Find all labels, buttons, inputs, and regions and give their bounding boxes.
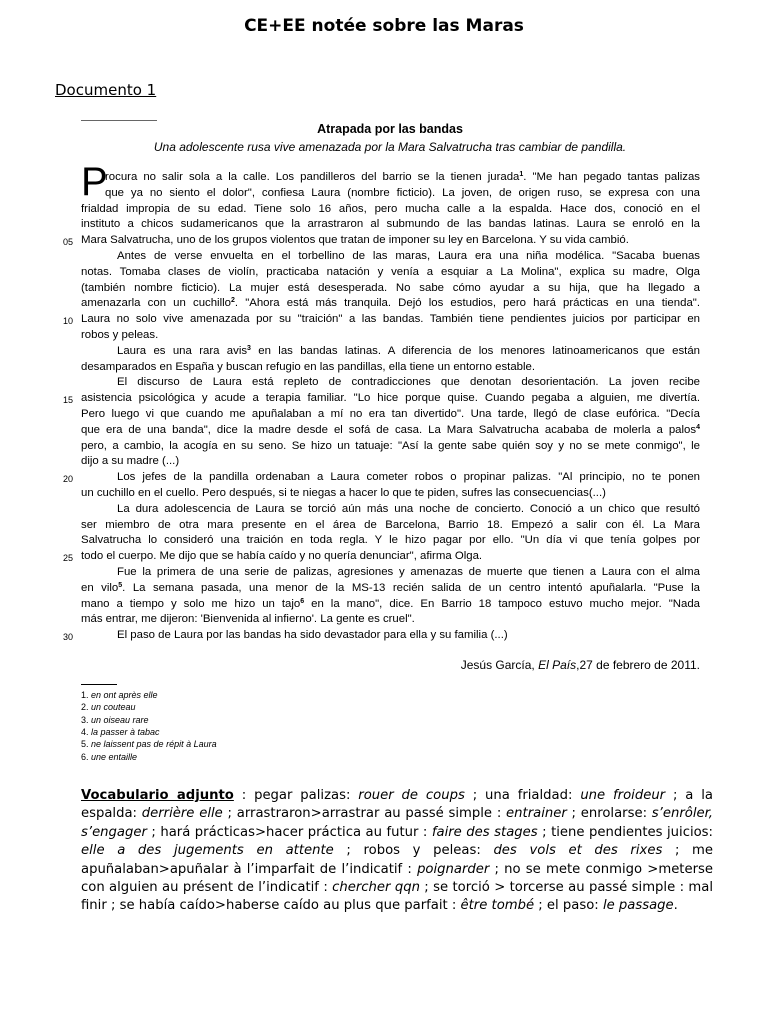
article-line <box>81 202 700 217</box>
article-line <box>105 186 700 201</box>
article-line <box>81 423 700 438</box>
vocabulary-translation: s’enrôler, s’engager <box>81 806 714 840</box>
vocabulary-text: ; arrastraron>arrastrar au passé simple : <box>222 806 507 822</box>
article-line <box>81 217 700 232</box>
vocabulary-text: ; no se mete conmigo >meterse con alguien au présent de l’indicatif : <box>81 861 713 896</box>
article-line <box>81 312 700 327</box>
article-line <box>117 249 700 264</box>
vocabulary-text: ; el paso: <box>534 898 603 914</box>
signature-date: ,27 de febrero de 2011. <box>576 658 700 672</box>
article-subtitle: Una adolescente rusa vive amenazada por la Mara Salvatrucha tras cambiar de pandilla. <box>153 140 627 154</box>
footnote-marker: 2 <box>230 297 235 305</box>
vocabulary-translation: derrière elle <box>141 806 223 822</box>
footnote-item: 1. en ont après elle <box>81 690 158 700</box>
article-line-text: dijo a su madre (...) <box>81 455 180 468</box>
article-line-text: pero, a cambio, la acogía en su seno. Se hizo un tatuaje: "Así la gente sabe quién soy y no se mete conmigo", le <box>81 439 700 452</box>
line-number: 20 <box>63 474 74 485</box>
article-line-text: mano a tiempo y solo me hizo un tajo <box>81 597 301 610</box>
article-line-text: un cuchillo en el cuello. Pero después, si te niegas a hacer lo que te piden, sufres las consecuencias(...) <box>81 487 606 499</box>
footnote-item: 6. une entaille <box>81 751 138 762</box>
article-line <box>81 454 700 469</box>
line-number: 25 <box>63 553 74 564</box>
signature-newspaper: El País <box>538 658 577 672</box>
article-line <box>117 565 700 580</box>
vocabulary-text: : pegar palizas: <box>233 788 359 803</box>
footnote-marker: 5 <box>118 581 123 589</box>
article-line <box>81 296 700 311</box>
article-line <box>81 328 700 343</box>
article-line-text: Los jefes de la pandilla ordenaban a Laura cometer robos o propinar palizas. "Al principio, no te ponen <box>117 471 700 484</box>
vocabulary-translation: des vols et des rixes <box>493 843 663 859</box>
article-line <box>81 407 700 422</box>
article-line-tail: en las bandas latinas. A diferencia de los menores latinoamericanos que están <box>250 344 700 357</box>
article-line <box>105 170 700 185</box>
footnote-item: 4. la passer à tabac <box>81 726 160 737</box>
vocabulary-translation: faire des stages <box>431 824 538 840</box>
vocabulary-translation: rouer de coups <box>358 788 465 803</box>
article-line <box>81 597 700 612</box>
article-line-text: más entrar, me dijeron: 'Bienvenida al infierno'. La gente es cruel". <box>81 613 415 626</box>
article-line <box>81 518 700 533</box>
line-number: 05 <box>63 237 74 248</box>
article-line-text: en vilo <box>81 581 119 594</box>
article-line <box>81 486 700 501</box>
vocabulary-translation: elle a des jugements en attente <box>81 843 334 859</box>
article-line <box>81 533 700 548</box>
vocabulary-text: . <box>673 898 678 914</box>
article-line <box>81 439 700 454</box>
article-line-text: El discurso de Laura está repleto de contradicciones que denotan desorientación. La joven recibe <box>117 376 700 389</box>
footnote-item: 5. ne laissent pas de répit à Laura <box>81 739 217 750</box>
line-number: 30 <box>63 632 74 643</box>
vocabulary-translation: une froideur <box>580 788 666 803</box>
article-line <box>117 502 700 517</box>
vocabulary-section <box>81 787 713 916</box>
vocabulary-text: ; robos y peleas: <box>333 843 494 859</box>
vocabulary-text: ; tiene pendientes juicios: <box>537 824 713 840</box>
vocabulary-text: ; enrolarse: <box>566 806 652 822</box>
article-line-text: El paso de Laura por las bandas ha sido devastador para ella y su familia (...) <box>117 629 508 642</box>
article-line-tail: . "Me han pegado tantas palizas <box>523 171 700 183</box>
article-line-text: que era de una banda", dice la madre desde el sofá de casa. La Mara Salvatrucha acababa de molerla a palos <box>81 423 697 436</box>
line-number: 15 <box>63 395 74 406</box>
article-line-text: instituto a chicos sudamericanos que la arrastraron al submundo de las bandas latinas. Laura se enroló en la <box>81 218 700 231</box>
article-signature <box>0 658 700 672</box>
line-number: 10 <box>63 316 74 327</box>
article-line-text: desamparados en España y buscan refugio en las pandillas, ella tiene un entorno estable. <box>81 360 536 373</box>
footnote-marker: 1 <box>519 171 524 178</box>
article-line-text: Salvatrucha lo consideró una traición en toda regla. Y le hizo pagar por ello. "Un día vi que tenía golpes por <box>81 534 700 547</box>
article-line-text: todo el cuerpo. Me dijo que se había caído y no quería denunciar", afirma Olga. <box>81 550 483 563</box>
article-line <box>81 233 700 248</box>
article-line-text: robos y peleas. <box>81 329 159 341</box>
article-line <box>81 612 700 627</box>
article-line-text: Laura es una rara avis <box>117 344 248 357</box>
document-label: Documento 1 <box>55 81 157 99</box>
footnote-item: 2. un couteau <box>81 702 136 713</box>
article-line <box>117 344 700 359</box>
article-line-text: Pero luego vi que cuando me apuñalaban a mí no era tan divertido". Una tarde, llegó de clase eufórica. "Decía <box>81 408 700 420</box>
footnote-marker: 3 <box>247 344 251 352</box>
vocabulary-translation: entrainer <box>506 806 567 822</box>
article-line-text: asistencia psicológica y acude a terapia familiar. "Lo hice porque quise. Cuando pegaba a alguien, me divertía. <box>81 392 700 405</box>
vocabulary-text: ; se torció > torcerse au passé simple : mal finir ; se había caído>haberse caído au plus que parfait : <box>81 880 713 914</box>
vocabulary-text: ; una frialdad: <box>464 788 581 803</box>
article-line-text: La dura adolescencia de Laura se torció aún más una noche de concierto. Conoció a un chico que resultó <box>117 502 700 515</box>
article-line <box>81 360 700 375</box>
vocabulary-translation: chercher qqn <box>332 880 420 896</box>
divider <box>81 120 157 121</box>
article-dropcap: P <box>81 160 108 204</box>
article-line-tail: . La semana pasada, una menor de la MS-13 recién salida de un centro intentó apuñalarla. "Puse la <box>122 581 700 594</box>
article-line-text: notas. Tomaba clases de violín, practicaba natación y venía a esquiar a La Molina", explica su madre, Olga <box>81 265 700 278</box>
vocabulary-translation: le passage <box>602 898 674 914</box>
article-title: Atrapada por las bandas <box>317 122 463 136</box>
vocabulary-text: ; hará prácticas>hacer práctica au futur : <box>146 824 432 840</box>
article-line-tail: . "Ahora está más tranquila. Dejó los estudios, pero hará prácticas en una tienda". <box>234 297 700 310</box>
signature-author: Jesús García, <box>460 658 539 672</box>
footnote-item: 3. un oiseau rare <box>81 714 149 725</box>
article-line-text: rocura no salir sola a la calle. Los pandilleros del barrio se la tienen jurada <box>105 171 520 183</box>
article-line <box>81 391 700 406</box>
vocabulary-text: ; a la espalda: <box>81 788 714 822</box>
article-line <box>81 549 700 564</box>
article-line-text: amenazarla con un cuchillo <box>81 297 231 310</box>
article-line <box>117 375 700 390</box>
vocabulary-translation: poignarder <box>417 861 490 877</box>
article-line <box>81 281 700 296</box>
article-line-text: Antes de verse envuelta en el torbellino de las maras, Laura era una niña modélica. "Sacaba buenas <box>117 250 700 262</box>
article-line-text: Fue la primera de una serie de palizas, agresiones y amenazas de muerte que tienen a Laura con el alma <box>117 566 700 578</box>
vocabulary-heading: Vocabulario adjunto <box>81 788 234 803</box>
article-line-text: que ya no siento el dolor", confiesa Laura (nombre ficticio). La joven, de origen ruso, se expresa con una <box>105 186 700 199</box>
article-line <box>117 470 700 485</box>
article-line-text: Laura no solo vive amenazada por su "traición" a las bandas. También tiene pendientes juicios por participar en <box>81 313 700 326</box>
footnote-divider <box>81 684 117 685</box>
footnote-marker: 4 <box>696 423 700 431</box>
vocabulary-text: ; me apuñalaban>apuñalar à l’imparfait de l’indicatif : <box>81 843 714 877</box>
article-line <box>81 581 700 596</box>
article-line-text: frialdad impropia de su edad. Tiene solo 16 años, pero mucha calle a la espalda. Hace dos, conoció en el <box>81 202 700 215</box>
page-title: CE+EE notée sobre las Maras <box>244 16 524 36</box>
article-line-text: (también nombre ficticio). La mujer está desesperada. No sabe cómo ayudar a su hija, que ha llegado a <box>81 281 700 294</box>
article-line-tail: en la mano", dice. En Barrio 18 tampoco estuvo mucho mejor. "Nada <box>304 597 700 610</box>
article-line <box>81 265 700 280</box>
footnote-marker: 6 <box>300 597 305 605</box>
vocabulary-translation: être tombé <box>460 898 535 914</box>
article-line-text: Mara Salvatrucha, uno de los grupos violentos que tratan de imponer su ley en Barcelona. Y su vida cambió. <box>81 234 629 247</box>
article-line-text: ser miembro de otra mara presente en el área de Barcelona, Barrio 18. Empezó a salir con él. La Mara <box>81 518 700 531</box>
article-line <box>117 628 700 643</box>
